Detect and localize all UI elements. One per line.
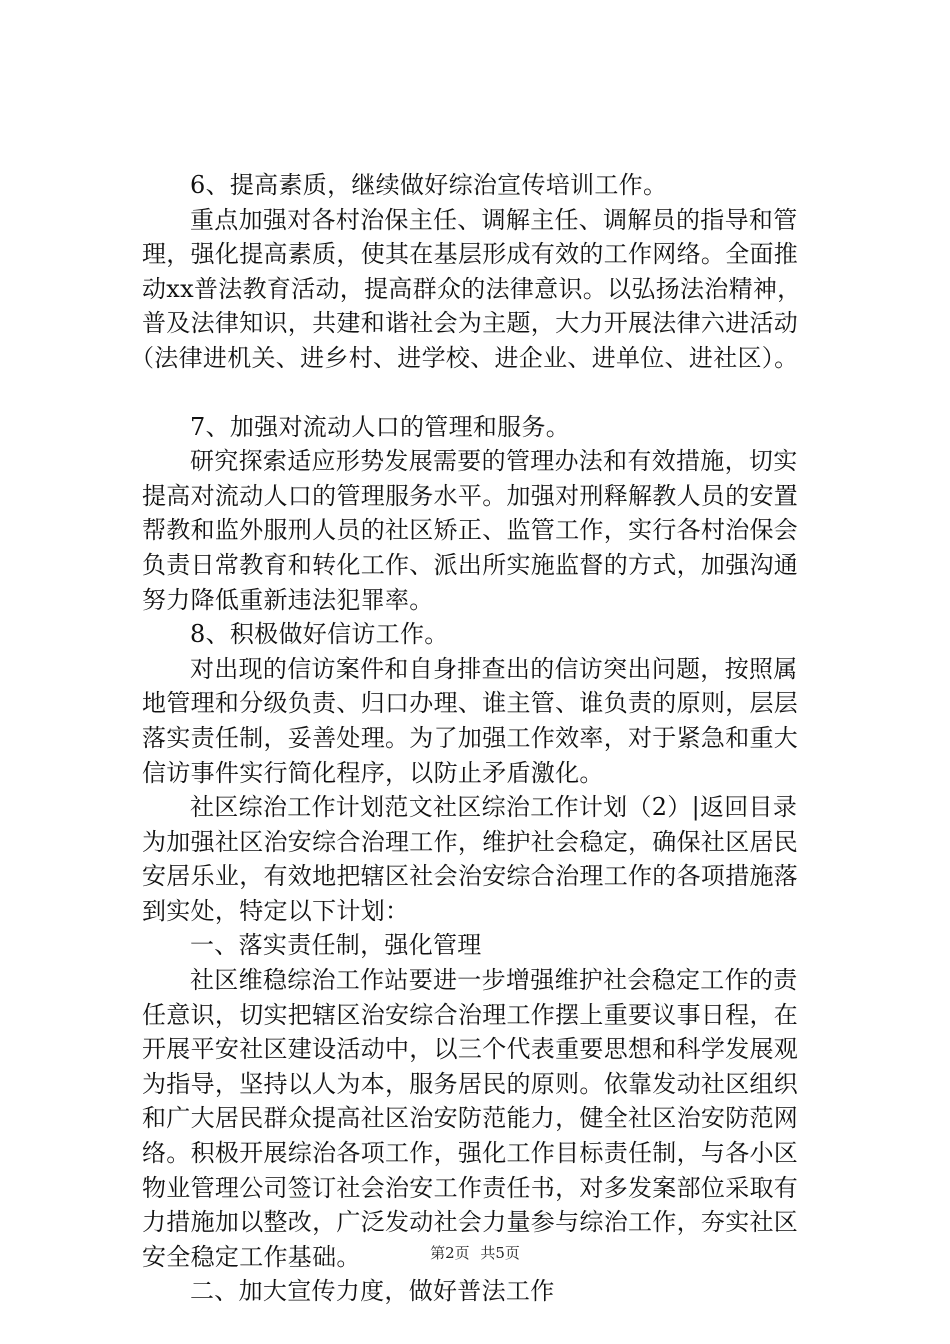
paragraph-line: 信访事件实行简化程序，以防止矛盾激化。 — [142, 758, 604, 787]
paragraph-line: （法律进机关、进乡村、进学校、进企业、进单位、进社区）。 — [130, 343, 799, 372]
paragraph-line: 物业管理公司签订社会治安工作责任书，对多发案部位采取有 — [142, 1173, 799, 1202]
paragraph-line: 提高对流动人口的管理服务水平。加强对刑释解教人员的安置 — [142, 481, 799, 510]
section-heading-1: 一、落实责任制，强化管理 — [190, 931, 482, 960]
paragraph-line: 开展平安社区建设活动中，以三个代表重要思想和科学发展观 — [142, 1035, 799, 1064]
section-heading-8: 8、积极做好信访工作。 — [190, 620, 449, 649]
paragraph-line: 和广大居民群众提高社区治安防范能力，健全社区治安防范网 — [142, 1104, 799, 1133]
paragraph-line: 为加强社区治安综合治理工作，维护社会稳定，确保社区居民 — [142, 827, 799, 856]
paragraph-line: 为指导，坚持以人为本，服务居民的原则。依靠发动社区组织 — [142, 1069, 799, 1098]
paragraph-line: 重点加强对各村治保主任、调解主任、调解员的指导和管 — [190, 205, 798, 234]
document-body — [130, 168, 842, 1309]
paragraph-line: 落实责任制，妥善处理。为了加强工作效率，对于紧急和重大 — [142, 723, 799, 752]
paragraph-line: 普及法律知识，共建和谐社会为主题，大力开展法律六进活动 — [142, 309, 799, 338]
paragraph-line: 力措施加以整改，广泛发动社会力量参与综治工作，夯实社区 — [142, 1208, 799, 1237]
paragraph-line: 帮教和监外服刑人员的社区矫正、监管工作，实行各村治保会 — [142, 516, 799, 545]
paragraph-line: 动xx普法教育活动，提高群众的法律意识。以弘扬法治精神， — [142, 274, 802, 303]
section-heading-6: 6、提高素质，继续做好综治宣传培训工作。 — [190, 171, 668, 199]
page-total: 共5页 — [480, 1244, 520, 1262]
section-heading-7: 7、加强对流动人口的管理和服务。 — [190, 412, 571, 441]
paragraph-line: 理，强化提高素质，使其在基层形成有效的工作网络。全面推 — [142, 240, 799, 269]
paragraph-line: 努力降低重新违法犯罪率。 — [142, 585, 434, 614]
paragraph-line: 任意识，切实把辖区治安综合治理工作摆上重要议事日程，在 — [142, 1000, 799, 1029]
paragraph-line: 安全稳定工作基础。 — [142, 1242, 361, 1271]
paragraph-line: 安居乐业，有效地把辖区社会治安综合治理工作的各项措施落 — [142, 862, 799, 891]
page-footer — [0, 1242, 950, 1263]
paragraph-gap — [142, 376, 842, 410]
return-to-contents-line: 社区综治工作计划范文社区综治工作计划（2）|返回目录 — [190, 793, 798, 822]
paragraph-line: 研究探索适应形势发展需要的管理办法和有效措施，切实 — [190, 447, 798, 476]
paragraph-line: 到实处，特定以下计划： — [142, 896, 410, 925]
paragraph-line: 负责日常教育和转化工作、派出所实施监督的方式，加强沟通 — [142, 550, 799, 579]
paragraph-line: 地管理和分级负责、归口办理、谁主管、谁负责的原则，层层 — [142, 689, 799, 718]
paragraph-line: 社区维稳综治工作站要进一步增强维护社会稳定工作的责 — [190, 966, 798, 995]
paragraph-line: 络。积极开展综治各项工作，强化工作目标责任制，与各小区 — [142, 1139, 799, 1168]
section-heading-2: 二、加大宣传力度，做好普法工作 — [190, 1277, 555, 1306]
paragraph-line: 对出现的信访案件和自身排查出的信访突出问题，按照属 — [190, 654, 798, 683]
page-number: 第2页 — [430, 1244, 470, 1262]
